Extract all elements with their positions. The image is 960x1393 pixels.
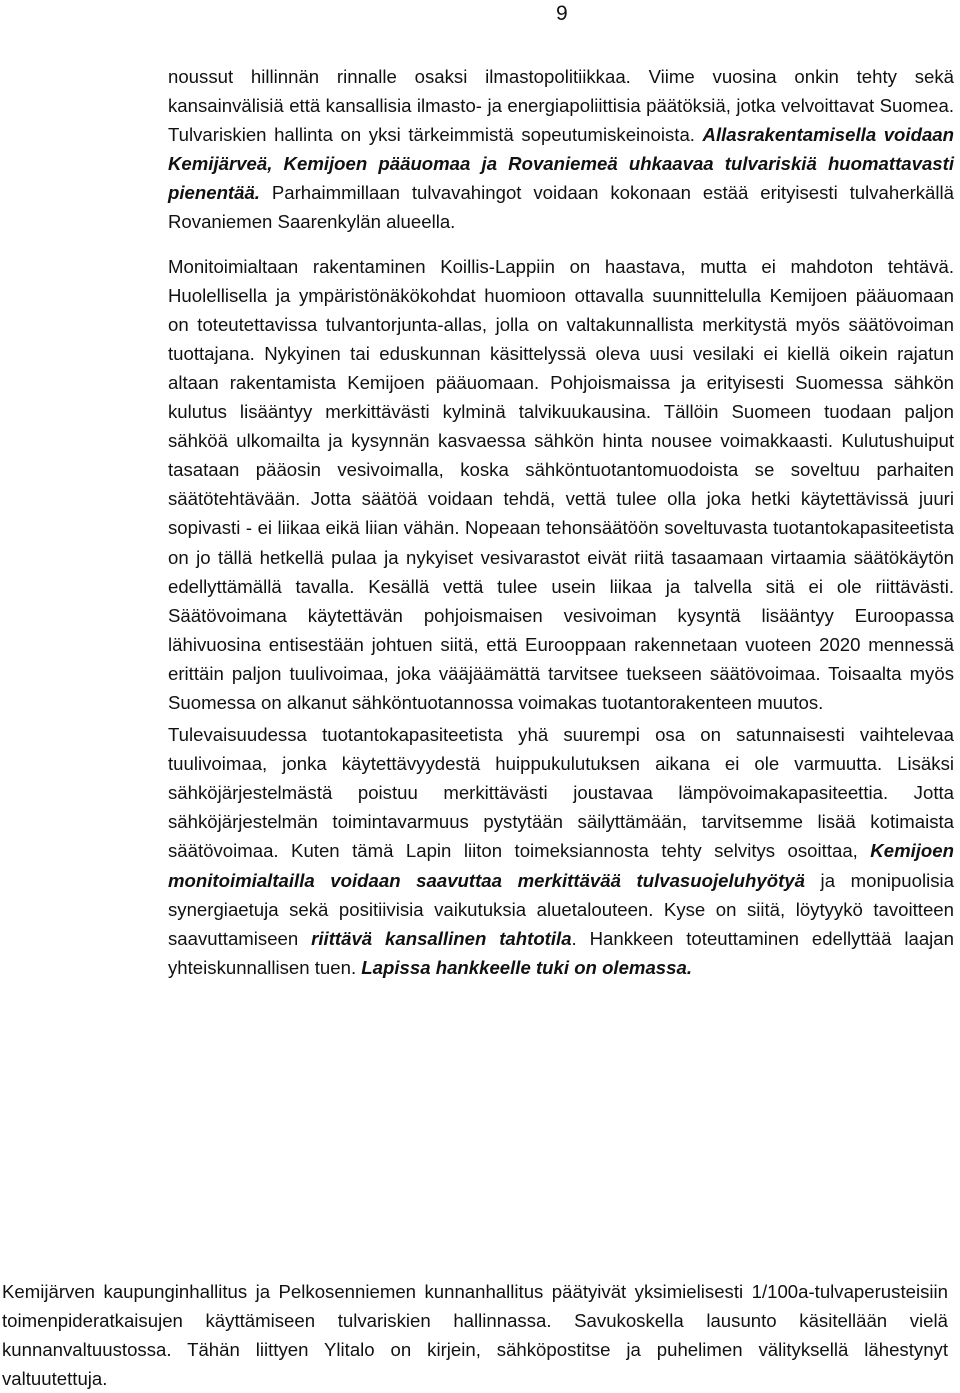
footer-note-text: Kemijärven kaupunginhallitus ja Pelkosenniemen kunnanhallitus päätyivät yksimielisesti 1/100a-tulvaperusteisiin toimenpideratkaisujen käyttämiseen tulvariskien hallinnassa. Savukoskella lausunto käsitellään vielä kunnanvaltuustossa. Tähän liittyen Ylitalo on kirjein, sähköpostitse ja puhelimen välityksellä lähestynyt valtuutettuja. [2,1281,948,1390]
page-number: 9 [556,2,568,25]
paragraph-3-text-b: ja monipuolisia synergiaetuja sekä positiivisia vaikutuksia aluetalouteen. Kyse on siitä, löytyykö tavoitteen saavuttamiseen [168,869,954,949]
paragraph-3-emphasis-2: riittävä kansallinen tahtotila [311,927,572,949]
main-text [168,62,954,982]
paragraph-1-emphasis: Allasrakentamisella voidaan Kemijärveä, Kemijoen pääuomaa ja Rovaniemeä uhkaavaa tulvariskiä huomattavasti pienentää. [168,124,954,204]
paragraph-1-text-b: Parhaimmillaan tulvavahingot voidaan kokonaan estää erityisesti tulvaherkällä Rovaniemen Saarenkylän alueella. [168,182,954,233]
paragraph-3-text-a: Tulevaisuudessa tuotantokapasiteetista yhä suurempi osa on satunnaisesti vaihtelevaa tuulivoimaa, jonka käytettävyydestä huippukulutuksen aikana ei ole varmuutta. Lisäksi sähköjärjestelmästä poistuu merkittävästi joustavaa lämpövoimakapasiteettia. Jotta sähköjärjestelmän toimintavarmuus pystytään säilyttämään, tarvitsemme lisää kotimaista säätövoimaa. Kuten tämä Lapin liiton toimeksiannosta tehty selvitys osoittaa, [168,724,954,862]
paragraph-3-text-c: . Hankkeen toteuttaminen edellyttää laajan yhteiskunnallisen tuen. [168,927,954,978]
paragraph-multipurpose-reservoir: Monitoimialtaan rakentaminen Koillis-Lappiin on haastava, mutta ei mahdoton tehtävä. Huolellisella ja ympäristönäkökohdat huomioon ottavalla suunnittelulla Kemijoen pääuomaan on toteutettavissa tulvantorjunta-allas, jolla on valtakunnallista merkitystä myös säätövoiman tuottajana. Nykyinen tai eduskunnan käsittelyssä oleva uusi vesilaki ei kiellä oikein rajatun altaan rakentamista Kemijoen pääuomaan. Pohjoismaissa ja erityisesti Suomessa sähkön kulutus lisääntyy merkittävästi kylminä talvikuukausina. Tällöin Suomeen tuodaan paljon sähköä ulkomailta ja kysynnän kasvaessa sähkön hinta nousee voimakkaasti. Kulutushuiput tasataan pääosin vesivoimalla, koska sähköntuotantomuodoista se soveltuu parhaiten säätötehtävään. Jotta säätöä voidaan tehdä, vettä tulee olla joka hetki käytettävissä juuri sopivasti - ei liikaa eikä liian vähän. Nopeaan tehonsäätöön soveltuvasta tuotantokapasiteetista on jo tällä hetkellä pulaa ja nykyiset vesivarastot eivät riitä tasaamaan virtaamia säätökäytön edellyttämällä tavalla. Kesällä vettä tulee usein liikaa ja talvella sitä ei ole riittävästi. Säätövoimana käytettävän pohjoismaisen vesivoiman kysyntä lisääntyy Euroopassa lähivuosina entisestään johtuen siitä, että Eurooppaan rakennetaan vuoteen 2020 mennessä erittäin paljon tuulivoimaa, joka vääjäämättä tarvitsee tuekseen säätövoimaa. Toisaalta myös Suomessa on alkanut sähköntuotannossa voimakas tuotantorakenteen muutos. [168,255,954,713]
paragraph-3-emphasis-1: Kemijoen monitoimialtailla voidaan saavuttaa merkittävää tulvasuojeluhyötyä [168,840,954,891]
paragraph-flood-risk [168,62,954,237]
paragraph-future-capacity [168,720,954,982]
paragraph-1-text-a: noussut hillinnän rinnalle osaksi ilmastopolitiikkaa. Viime vuosina onkin tehty sekä kansainvälisiä että kansallisia ilmasto- ja energiapoliittisia päätöksiä, jotka velvoittavat Suomea. Tulvariskien hallinta on yksi tärkeimmistä sopeutumiskeinoista. [168,66,954,146]
paragraph-3-emphasis-3: Lapissa hankkeelle tuki on olemassa. [361,956,692,978]
footer-note [2,1277,948,1393]
